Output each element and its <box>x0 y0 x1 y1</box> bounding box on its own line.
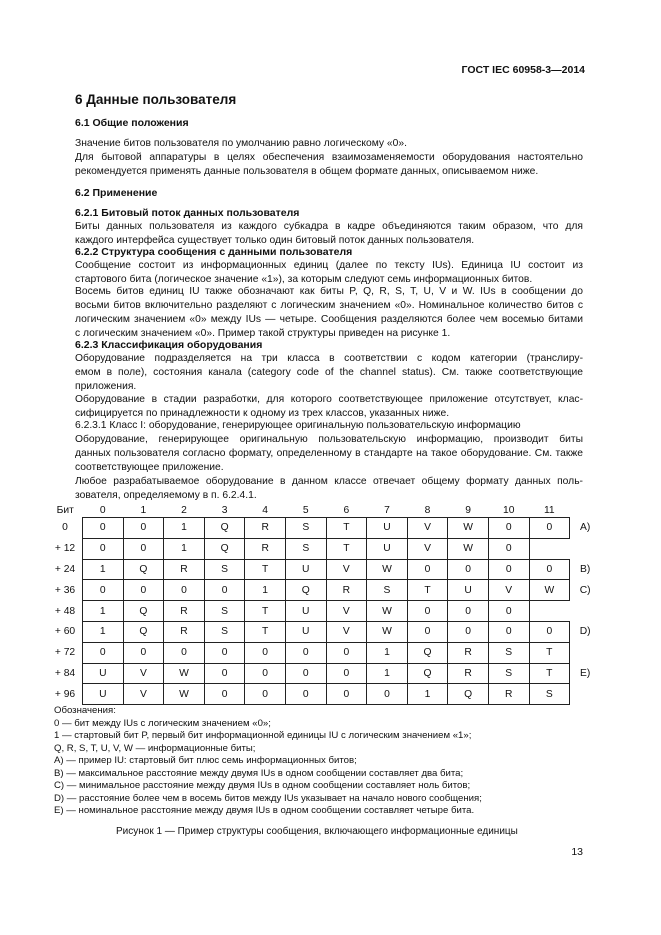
bit-cell: 0 <box>529 518 570 539</box>
bit-cell: 1 <box>367 663 408 684</box>
row-offset-label: + 84 <box>54 667 76 679</box>
bit-cell: R <box>164 621 205 642</box>
bit-cell: 1 <box>83 601 124 622</box>
bit-cell: 0 <box>326 684 367 705</box>
bit-cell: Q <box>123 601 164 622</box>
legend-line: A) — пример IU: стартовый бит плюс семь информационных битов; <box>54 755 357 766</box>
bit-cell: W <box>529 580 570 601</box>
bit-cell: V <box>488 580 529 601</box>
bit-cell: T <box>529 642 570 663</box>
bit-cell: S <box>285 538 326 559</box>
bit-cell: W <box>367 559 408 580</box>
s6231-paragraph <box>75 419 583 503</box>
column-header: 4 <box>262 504 269 516</box>
row-note: A) <box>579 522 591 534</box>
s622-a-line2: стартового бита (логическое значение «1»), за которым следуют семь информационных битов. <box>75 274 533 285</box>
legend-line: E) — номинальное расстояние между двумя IUs в одном сообщении составляет четыре бита. <box>54 805 475 816</box>
bit-cell: 0 <box>407 601 448 622</box>
subsection-6-2-title: 6.2 Применение <box>75 187 158 199</box>
table-row <box>48 621 600 642</box>
bit-cell: W <box>367 621 408 642</box>
bit-cell: U <box>448 580 489 601</box>
bit-cell: 0 <box>83 642 124 663</box>
bit-cell: R <box>448 642 489 663</box>
s623-a-line1: Оборудование подразделяется на три класса в соответствии с кодом категории (транслиру- <box>75 353 583 364</box>
row-note <box>570 538 601 559</box>
bit-cell: U <box>367 538 408 559</box>
s622-a-line1: Сообщение состоит из информационных единиц (далее по тексту IUs). Единица IU состоит из <box>75 260 583 271</box>
bit-cell: 0 <box>123 580 164 601</box>
bit-cell: 0 <box>83 538 124 559</box>
row-note: D) <box>579 626 591 638</box>
legend <box>54 705 482 818</box>
bit-cell: U <box>83 663 124 684</box>
bit-cell: S <box>204 559 245 580</box>
bit-cell: 0 <box>204 684 245 705</box>
bit-cell: 0 <box>123 538 164 559</box>
row-offset-label: + 60 <box>54 626 76 638</box>
bit-cell: U <box>285 559 326 580</box>
page-number: 13 <box>571 846 583 858</box>
subsection-6-2-1-title: 6.2.1 Битовый поток данных пользователя <box>75 207 300 219</box>
column-header: 9 <box>465 504 471 516</box>
bit-cell <box>529 538 570 559</box>
bit-cell: Q <box>204 538 245 559</box>
s6231-a-line3: соответствующее приложение. <box>75 462 224 473</box>
bit-cell: 0 <box>488 559 529 580</box>
bit-cell: 1 <box>164 538 205 559</box>
table-corner-label: Бит <box>56 504 74 516</box>
subsection-6-2-2-title: 6.2.2 Структура сообщения с данными пользователя <box>75 246 353 258</box>
legend-line: B) — максимальное расстояние между двумя IUs в одном сообщении составляет два бита; <box>54 767 464 779</box>
bit-cell: 1 <box>83 621 124 642</box>
row-note: C) <box>579 584 591 596</box>
s6231-b-line2: зователя, определяемому в п. 6.2.4.1. <box>75 490 257 501</box>
message-structure-table <box>48 503 600 705</box>
bit-cell: 0 <box>204 642 245 663</box>
bit-cell: 0 <box>326 642 367 663</box>
bit-cell: V <box>326 559 367 580</box>
bit-cell: U <box>285 601 326 622</box>
document-header: ГОСТ IEC 60958-3—2014 <box>461 64 585 76</box>
bit-cell: 0 <box>407 559 448 580</box>
bit-cell: U <box>367 518 408 539</box>
bit-cell: 0 <box>83 518 124 539</box>
bit-cell: 0 <box>488 601 529 622</box>
s6231-a-line2: данных пользователя согласно формату, определенному в стандарте на такое оборудование. См. также <box>75 448 583 459</box>
figure-caption: Рисунок 1 — Пример структуры сообщения, включающего информационные единицы <box>116 826 518 837</box>
bit-cell: 0 <box>448 559 489 580</box>
bit-cell: S <box>488 642 529 663</box>
bit-cell: V <box>407 538 448 559</box>
row-offset-label: 0 <box>62 522 68 534</box>
table-row <box>48 518 600 539</box>
legend-line: Q, R, S, T, U, V, W — информационные биты; <box>54 742 256 754</box>
bit-cell: 0 <box>488 621 529 642</box>
bit-cell: W <box>448 518 489 539</box>
s621-paragraph <box>75 220 583 248</box>
table-row <box>48 559 600 580</box>
bit-cell: 0 <box>448 601 489 622</box>
bit-cell: R <box>488 684 529 705</box>
table-body <box>48 518 600 705</box>
subsection-6-2-3-title: 6.2.3 Классификация оборудования <box>75 339 263 351</box>
bit-cell: S <box>204 621 245 642</box>
bit-cell: R <box>326 580 367 601</box>
bit-cell: T <box>245 601 286 622</box>
s622-paragraph-a <box>75 259 583 287</box>
s623-paragraph-b <box>75 393 583 421</box>
bit-cell: T <box>326 538 367 559</box>
bit-cell: W <box>164 684 205 705</box>
column-header: 3 <box>221 504 228 516</box>
s6231-a-line1: Оборудование, генерирующее оригинальную пользовательскую информацию, производит биты <box>75 434 583 445</box>
row-note: B) <box>579 563 591 575</box>
bit-cell: T <box>326 518 367 539</box>
subsection-6-1-title: 6.1 Общие положения <box>75 117 189 129</box>
bit-cell: 0 <box>164 642 205 663</box>
bit-cell: Q <box>204 518 245 539</box>
bit-cell: 0 <box>204 580 245 601</box>
bit-cell: Q <box>407 663 448 684</box>
bit-cell: T <box>245 559 286 580</box>
bit-cell: T <box>529 663 570 684</box>
legend-line: 1 — стартовый бит P, первый бит информационной единицы IU с логическим значением «1»; <box>54 730 472 741</box>
bit-cell: R <box>164 601 205 622</box>
bit-cell: 0 <box>488 538 529 559</box>
s6231-b-line1: Любое разрабатываемое оборудование в данном классе отвечает общему формату данных поль- <box>75 476 583 487</box>
bit-cell: V <box>326 621 367 642</box>
bit-cell: 0 <box>164 580 205 601</box>
s622-b-line4: с логическим значением «0». Пример такой структуры приведен на рисунке 1. <box>75 328 451 339</box>
row-note: E) <box>579 667 591 679</box>
section-title: 6 Данные пользователя <box>75 92 237 107</box>
legend-line: Обозначения: <box>54 705 116 716</box>
bit-cell: 0 <box>123 518 164 539</box>
bit-cell: 1 <box>367 642 408 663</box>
bit-cell: 0 <box>245 642 286 663</box>
row-offset-label: + 12 <box>54 543 76 555</box>
bit-cell: R <box>164 559 205 580</box>
bit-cell: R <box>448 663 489 684</box>
s622-paragraph-b <box>75 285 583 341</box>
row-offset-label: + 24 <box>54 563 76 575</box>
bit-cell: 0 <box>285 642 326 663</box>
bit-cell: 0 <box>245 684 286 705</box>
bit-cell: U <box>83 684 124 705</box>
bit-cell: W <box>367 601 408 622</box>
row-offset-label: + 72 <box>54 647 76 659</box>
column-header: 7 <box>384 504 390 516</box>
bit-cell: V <box>326 601 367 622</box>
table-row <box>48 601 600 622</box>
column-header: 1 <box>140 504 147 516</box>
bit-cell: Q <box>123 559 164 580</box>
bit-cell: 0 <box>204 663 245 684</box>
bit-cell: 1 <box>407 684 448 705</box>
bit-cell: 0 <box>245 663 286 684</box>
column-header: 2 <box>181 504 187 516</box>
s61-p2-line2: рекомендуется применять данные пользователя в общем формате данных, описываемом ниже. <box>75 166 539 177</box>
s623-a-line2: емом в поле), состояния канала (category code of the channel status). См. также соответствующие <box>75 367 583 378</box>
row-note <box>570 642 601 663</box>
bit-cell: T <box>407 580 448 601</box>
bit-cell <box>529 601 570 622</box>
s623-b-line2: сифицируется по принадлежности к одному из трех классов, указанных ниже. <box>75 408 450 419</box>
bit-cell: V <box>123 684 164 705</box>
bit-cell: 0 <box>367 684 408 705</box>
bit-cell: 0 <box>285 684 326 705</box>
bit-cell: W <box>164 663 205 684</box>
bit-cell: Q <box>285 580 326 601</box>
s61-p2-line1: Для бытовой аппаратуры в целях обеспечения взаимозаменяемости оборудования настоятельно <box>75 152 583 163</box>
table-header-row <box>48 503 600 518</box>
bit-cell: 1 <box>245 580 286 601</box>
s61-paragraph <box>75 137 583 179</box>
s61-p1: Значение битов пользователя по умолчанию равно логическому «0». <box>75 138 407 149</box>
legend-line: D) — расстояние более чем в восемь битов между IUs указывает на начало нового сообщения; <box>54 792 482 804</box>
bit-cell: S <box>285 518 326 539</box>
bit-cell: 0 <box>529 559 570 580</box>
row-offset-label: + 96 <box>54 688 76 700</box>
bit-cell: 0 <box>123 642 164 663</box>
bit-cell: 0 <box>488 518 529 539</box>
row-offset-label: + 48 <box>54 605 76 617</box>
bit-cell: S <box>204 601 245 622</box>
bit-cell: 1 <box>164 518 205 539</box>
table-row <box>48 538 600 559</box>
s623-paragraph-a <box>75 352 583 394</box>
column-header: 5 <box>302 504 309 516</box>
bit-cell: W <box>448 538 489 559</box>
table-row <box>48 663 600 684</box>
s622-b-line3: логическим значением «0» между IUs — четыре. Сообщения разделяются более чем восемью битами <box>75 314 583 325</box>
bit-cell: S <box>488 663 529 684</box>
row-note <box>570 684 601 705</box>
bit-cell: 0 <box>407 621 448 642</box>
bit-cell: Q <box>407 642 448 663</box>
column-header: 10 <box>503 504 515 516</box>
table-row <box>48 684 600 705</box>
bit-cell: S <box>529 684 570 705</box>
row-note <box>570 601 601 622</box>
s623-b-line1: Оборудование в стадии разработки, для которого соответствующее приложение отсутствует, клас- <box>75 394 583 405</box>
row-offset-label: + 36 <box>54 584 76 596</box>
column-header: 6 <box>343 504 350 516</box>
bit-cell: R <box>245 538 286 559</box>
bit-cell: V <box>407 518 448 539</box>
bit-cell: U <box>285 621 326 642</box>
bit-cell: V <box>123 663 164 684</box>
legend-line: C) — минимальное расстояние между двумя IUs в одном сообщении составляет ноль битов; <box>54 780 471 791</box>
bit-cell: R <box>245 518 286 539</box>
bit-cell: Q <box>123 621 164 642</box>
bit-cell: 0 <box>326 663 367 684</box>
bit-cell: 0 <box>448 621 489 642</box>
column-header: 8 <box>424 504 431 516</box>
table-row <box>48 642 600 663</box>
table-row <box>48 580 600 601</box>
bit-cell: 0 <box>285 663 326 684</box>
s621-line2: каждого интерфейса существует только один битовый поток данных пользователя. <box>75 235 475 246</box>
s623-a-line3: приложения. <box>75 381 137 392</box>
bit-cell: T <box>245 621 286 642</box>
bit-cell: 1 <box>83 559 124 580</box>
column-header: 11 <box>543 504 555 516</box>
column-header: 0 <box>99 504 106 516</box>
s622-b-line1: Восемь битов единиц IU также обозначают как биты P, Q, R, S, T, U, V и W. IUs в сообщении до <box>75 286 583 297</box>
legend-line: 0 — бит между IUs с логическим значением «0»; <box>54 717 271 729</box>
bit-cell: 0 <box>529 621 570 642</box>
bit-cell: 0 <box>83 580 124 601</box>
bit-cell: S <box>367 580 408 601</box>
s622-b-line2: восьми битов включительно разделяют с логическим значением «0». Номинальное количество битов с <box>75 300 583 311</box>
subsection-6-2-3-1-title: 6.2.3.1 Класс I: оборудование, генерирующее оригинальную пользовательскую информацию <box>75 420 521 431</box>
s621-line1: Биты данных пользователя из каждого субкадра в кадре объединяются таким образом, что для <box>75 221 583 232</box>
bit-cell: Q <box>448 684 489 705</box>
